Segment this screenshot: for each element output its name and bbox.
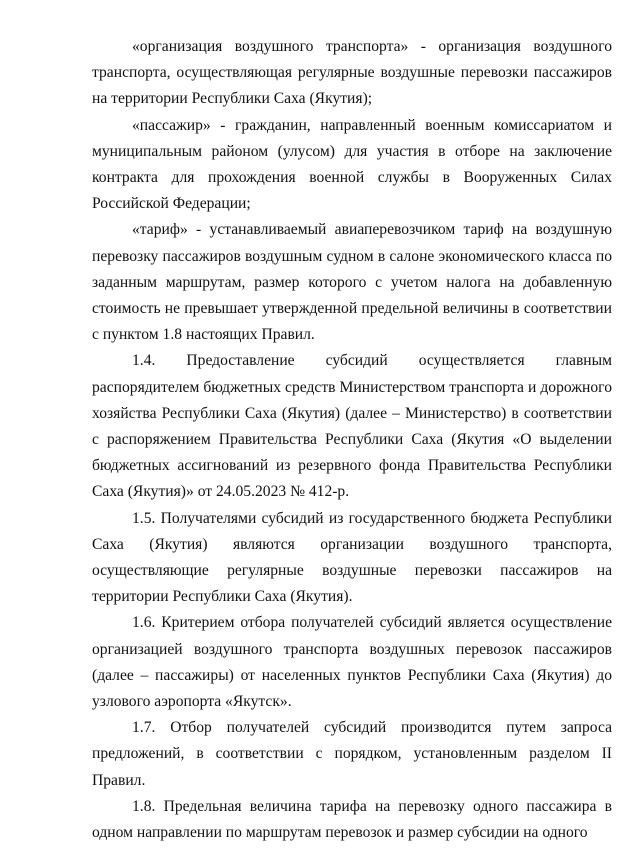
paragraph-1-8: 1.8. Предельная величина тарифа на перевозку одного пассажира в одном направлении по маршрутам перевозок и размер субсидии на одного: [92, 797, 612, 842]
paragraph-definition-tariff: «тариф» - устанавливаемый авиаперевозчиком тариф на воздушную перевозку пассажиров воздушным судном в салоне экономического класса по заданным маршрутам, размер которого с учетом налога на добавленную стоимость не превышает утвержденной предельной величины в соответствии с пунктом 1.8 настоящих Правил.: [92, 221, 612, 344]
paragraph-1-6: 1.6. Критерием отбора получателей субсидий является осуществление организацией воздушного транспорта воздушных перевозок пассажиров (далее – пассажиры) от населенных пунктов Республики Саха (Якутия) до узлового аэропорта «Якутск».: [92, 614, 612, 711]
paragraph-definition-passenger: «пассажир» - гражданин, направленный военным комиссариатом и муниципальным районом (улусом) для участия в отборе на заключение контракта для прохождения военной службы в Вооруженных Силах Российской Федерации;: [92, 116, 612, 213]
paragraph-definition-air-transport-organization: «организация воздушного транспорта» - организация воздушного транспорта, осуществляющая регулярные воздушные перевозки пассажиров на территории Республики Саха (Якутия);: [92, 38, 612, 108]
document-body: [92, 34, 612, 846]
paragraph-1-7: 1.7. Отбор получателей субсидий производится путем запроса предложений, в соответствии с порядком, установленным разделом II Правил.: [92, 719, 612, 789]
paragraph-1-5: 1.5. Получателями субсидий из государственного бюджета Республики Саха (Якутия) являются организации воздушного транспорта, осуществляющие регулярные воздушные перевозки пассажиров на территории Республики Саха (Якутия).: [92, 509, 612, 606]
paragraph-1-4: 1.4. Предоставление субсидий осуществляется главным распорядителем бюджетных средств Министерством транспорта и дорожного хозяйства Республики Саха (Якутия) (далее – Министерство) в соответствии с распоряжением Правительства Республики Саха (Якутия «О выделении бюджетных ассигнований из резервного фонда Правительства Республики Саха (Якутия)» от 24.05.2023 № 412-р.: [92, 352, 612, 501]
